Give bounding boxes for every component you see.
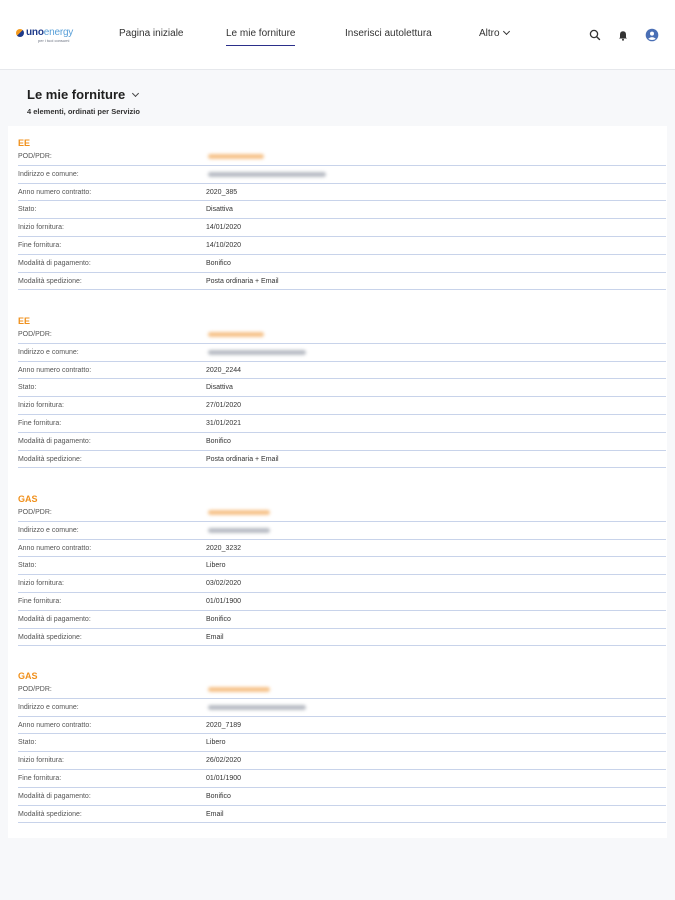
bell-icon[interactable] — [616, 28, 630, 42]
nav-le-mie-forniture[interactable]: Le mie forniture — [226, 28, 295, 46]
supply-row-pod — [18, 326, 666, 344]
supply-row-end — [18, 770, 666, 788]
supply-row-status — [18, 379, 666, 397]
field-label: Fine fornitura: — [18, 241, 62, 249]
field-value: Libero — [206, 562, 226, 570]
field-label: Fine fornitura: — [18, 419, 62, 427]
redacted-address-value — [208, 528, 270, 533]
field-value: Bonifico — [206, 259, 231, 267]
field-label: Indirizzo e comune: — [18, 348, 79, 356]
page-header — [27, 86, 140, 116]
supply-row-contract — [18, 717, 666, 735]
field-label: POD/PDR: — [18, 509, 52, 516]
field-value: 2020_2244 — [206, 366, 242, 374]
field-label: Anno numero contratto: — [18, 366, 92, 374]
supply-block — [18, 490, 666, 646]
supply-row-status — [18, 734, 666, 752]
supply-row-start — [18, 397, 666, 415]
field-label: Modalità spedizione: — [18, 455, 82, 463]
field-label: POD/PDR: — [18, 153, 52, 160]
field-label: Indirizzo e comune: — [18, 703, 79, 711]
supply-row-end — [18, 415, 666, 433]
supply-row-pod — [18, 504, 666, 522]
supply-row-payment — [18, 255, 666, 273]
field-value: Disattiva — [206, 206, 233, 214]
field-value: 2020_385 — [206, 188, 238, 196]
field-value: 01/01/1900 — [206, 774, 242, 782]
field-label: Inizio fornitura: — [18, 757, 64, 765]
field-label: POD/PDR: — [18, 331, 52, 338]
field-label: Inizio fornitura: — [18, 402, 64, 410]
field-value: Posta ordinaria + Email — [206, 277, 279, 285]
field-label: Fine fornitura: — [18, 597, 62, 605]
supply-row-payment — [18, 611, 666, 629]
supply-block — [18, 134, 666, 290]
supply-row-contract — [18, 184, 666, 202]
supply-row-contract — [18, 362, 666, 380]
field-value: Bonifico — [206, 792, 231, 800]
field-label: Modalità spedizione: — [18, 810, 82, 818]
field-label: Fine fornitura: — [18, 774, 62, 782]
field-value: 2020_7189 — [206, 721, 242, 729]
field-value: Bonifico — [206, 615, 231, 623]
supply-row-start — [18, 219, 666, 237]
user-avatar-icon[interactable] — [645, 28, 659, 42]
field-label: Stato: — [18, 206, 37, 214]
page-subtitle: 4 elementi, ordinati per Servizio — [27, 107, 140, 116]
redacted-address-value — [208, 705, 306, 710]
field-label: Inizio fornitura: — [18, 224, 64, 232]
nav-altro-label: Altro — [479, 28, 500, 39]
field-value: 2020_3232 — [206, 544, 242, 552]
supplies-list-card — [8, 126, 667, 838]
top-navigation-bar — [0, 0, 675, 70]
field-label: Indirizzo e comune: — [18, 526, 79, 534]
supply-row-start — [18, 752, 666, 770]
field-label: Modalità spedizione: — [18, 277, 82, 285]
field-value: 26/02/2020 — [206, 757, 242, 765]
nav-altro-dropdown[interactable] — [479, 28, 509, 46]
redacted-pod-value — [208, 687, 270, 692]
supply-row-address — [18, 699, 666, 717]
supply-type-label: GAS — [18, 494, 38, 504]
field-value: 27/01/2020 — [206, 402, 242, 410]
list-view-chevron-down-icon[interactable] — [132, 90, 139, 97]
field-value: Posta ordinaria + Email — [206, 455, 279, 463]
field-label: Modalità di pagamento: — [18, 437, 91, 445]
supply-row-end — [18, 593, 666, 611]
supply-type-label: EE — [18, 316, 31, 326]
search-icon[interactable] — [588, 28, 602, 42]
supply-row-shipping — [18, 273, 666, 291]
logo-mark-icon — [16, 29, 24, 37]
redacted-pod-value — [208, 332, 264, 337]
field-value: Email — [206, 633, 224, 641]
field-value: 01/01/1900 — [206, 597, 242, 605]
field-label: Indirizzo e comune: — [18, 170, 79, 178]
field-label: Modalità di pagamento: — [18, 615, 91, 623]
supply-row-payment — [18, 788, 666, 806]
field-value: Bonifico — [206, 437, 231, 445]
supply-block — [18, 312, 666, 468]
supply-row-contract — [18, 540, 666, 558]
nav-pagina-iniziale[interactable]: Pagina iniziale — [119, 28, 184, 39]
supply-row-start — [18, 575, 666, 593]
redacted-pod-value — [208, 510, 270, 515]
field-label: Stato: — [18, 384, 37, 392]
supply-row-pod — [18, 681, 666, 699]
supply-row-shipping — [18, 451, 666, 469]
field-label: Anno numero contratto: — [18, 544, 92, 552]
supply-row-payment — [18, 433, 666, 451]
redacted-address-value — [208, 172, 326, 177]
supply-row-shipping — [18, 629, 666, 647]
supply-row-address — [18, 522, 666, 540]
supply-row-address — [18, 166, 666, 184]
redacted-pod-value — [208, 154, 264, 159]
field-value: 03/02/2020 — [206, 580, 242, 588]
supply-block — [18, 667, 666, 823]
field-value: Libero — [206, 739, 226, 747]
field-value: Email — [206, 810, 224, 818]
field-label: Inizio fornitura: — [18, 580, 64, 588]
supply-row-status — [18, 557, 666, 575]
supply-row-pod — [18, 148, 666, 166]
logo-brand-a: uno — [26, 27, 44, 38]
field-label: Anno numero contratto: — [18, 721, 92, 729]
field-label: Stato: — [18, 739, 37, 747]
page-title: Le mie forniture — [27, 87, 126, 102]
field-value: 14/10/2020 — [206, 241, 242, 249]
field-label: Modalità di pagamento: — [18, 259, 91, 267]
field-label: Modalità spedizione: — [18, 633, 82, 641]
nav-inserisci-autolettura[interactable]: Inserisci autolettura — [345, 28, 432, 39]
field-label: Anno numero contratto: — [18, 188, 92, 196]
redacted-address-value — [208, 350, 306, 355]
supply-row-shipping — [18, 806, 666, 824]
supply-type-label: EE — [18, 138, 31, 148]
field-label: Stato: — [18, 562, 37, 570]
supply-row-status — [18, 201, 666, 219]
logo-tagline: per i tuoi consumi — [38, 38, 70, 43]
field-label: Modalità di pagamento: — [18, 792, 91, 800]
logo-brand-b: energy — [43, 27, 74, 38]
field-value: 31/01/2021 — [206, 419, 242, 427]
supply-row-address — [18, 344, 666, 362]
supply-type-label: GAS — [18, 671, 38, 681]
unoenergy-logo[interactable] — [16, 27, 73, 49]
chevron-down-icon — [503, 28, 510, 35]
field-value: 14/01/2020 — [206, 224, 242, 232]
field-value: Disattiva — [206, 384, 233, 392]
field-label: POD/PDR: — [18, 686, 52, 693]
supply-row-end — [18, 237, 666, 255]
